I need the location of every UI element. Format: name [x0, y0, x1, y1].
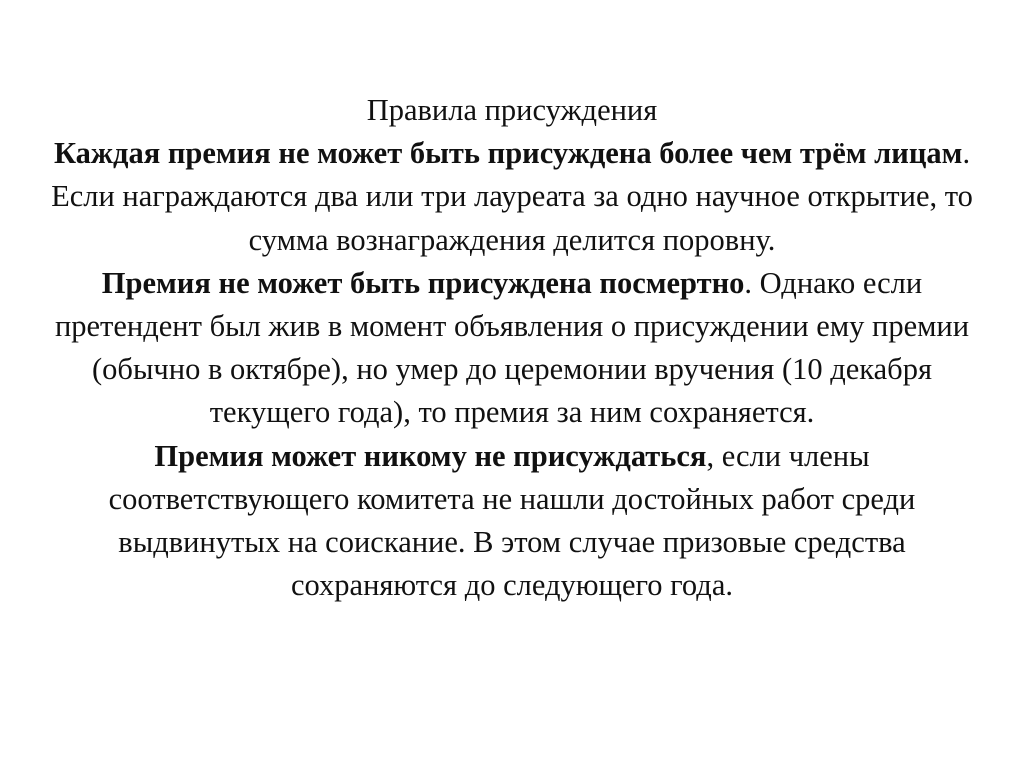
rule-1-text: . Если награждаются два или три лауреата за одно научное открытие, то сумма вознаграждения делится поровну. [51, 136, 973, 257]
rule-3-emphasis: Премия может никому не присуждаться [154, 438, 707, 473]
rule-3-text: , если члены соответствующего комитета не нашли достойных работ среди выдвинутых на соискание. В этом случае призовые средства сохраняются до следующего года. [108, 438, 916, 603]
rule-paragraph-2 [40, 262, 984, 435]
rule-paragraph-3 [40, 435, 984, 608]
rule-paragraph-1 [40, 132, 984, 262]
rule-2-text: . Однако если претендент был жив в момент объявления о присуждении ему премии (обычно в октябре), но умер до церемонии вручения (10 декабря текущего года), то премия за ним сохраняется. [54, 265, 970, 430]
rule-2-emphasis: Премия не может быть присуждена посмертно [101, 265, 745, 300]
rule-1-emphasis: Каждая премия не может быть присуждена более чем трём лицам [53, 136, 963, 171]
slide-title: Правила присуждения [366, 93, 658, 127]
slide-content [40, 89, 984, 607]
